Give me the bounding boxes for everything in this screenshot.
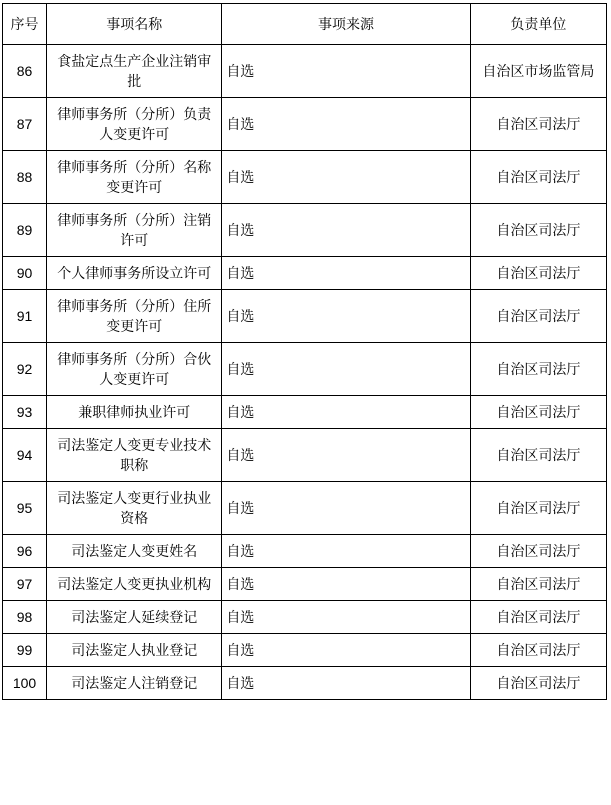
cell-name: 个人律师事务所设立许可 <box>47 257 222 290</box>
cell-no: 91 <box>3 290 47 343</box>
cell-no: 99 <box>3 634 47 667</box>
cell-unit: 自治区司法厅 <box>470 343 606 396</box>
cell-no: 100 <box>3 667 47 700</box>
cell-source: 自选 <box>222 257 470 290</box>
cell-source: 自选 <box>222 343 470 396</box>
cell-source: 自选 <box>222 290 470 343</box>
cell-source: 自选 <box>222 482 470 535</box>
cell-unit: 自治区司法厅 <box>470 396 606 429</box>
cell-unit: 自治区司法厅 <box>470 429 606 482</box>
matters-table <box>2 3 607 700</box>
cell-unit: 自治区司法厅 <box>470 667 606 700</box>
table-row <box>3 45 607 98</box>
cell-name: 司法鉴定人变更行业执业资格 <box>47 482 222 535</box>
table-header <box>3 4 607 45</box>
cell-no: 98 <box>3 601 47 634</box>
cell-name: 兼职律师执业许可 <box>47 396 222 429</box>
table-row <box>3 429 607 482</box>
cell-source: 自选 <box>222 429 470 482</box>
table-row <box>3 343 607 396</box>
column-header-source: 事项来源 <box>222 4 470 45</box>
cell-source: 自选 <box>222 601 470 634</box>
cell-source: 自选 <box>222 204 470 257</box>
cell-name: 司法鉴定人变更专业技术职称 <box>47 429 222 482</box>
cell-source: 自选 <box>222 568 470 601</box>
cell-no: 93 <box>3 396 47 429</box>
column-header-no: 序号 <box>3 4 47 45</box>
cell-no: 86 <box>3 45 47 98</box>
cell-source: 自选 <box>222 667 470 700</box>
table-row <box>3 204 607 257</box>
column-header-unit: 负责单位 <box>470 4 606 45</box>
table-row <box>3 482 607 535</box>
cell-name: 律师事务所（分所）名称变更许可 <box>47 151 222 204</box>
cell-unit: 自治区司法厅 <box>470 634 606 667</box>
table-row <box>3 290 607 343</box>
cell-no: 95 <box>3 482 47 535</box>
cell-no: 92 <box>3 343 47 396</box>
cell-name: 司法鉴定人变更执业机构 <box>47 568 222 601</box>
cell-unit: 自治区司法厅 <box>470 290 606 343</box>
cell-name: 司法鉴定人变更姓名 <box>47 535 222 568</box>
cell-name: 律师事务所（分所）负责人变更许可 <box>47 98 222 151</box>
cell-no: 87 <box>3 98 47 151</box>
cell-unit: 自治区司法厅 <box>470 482 606 535</box>
cell-unit: 自治区司法厅 <box>470 204 606 257</box>
table-row <box>3 568 607 601</box>
cell-source: 自选 <box>222 98 470 151</box>
cell-source: 自选 <box>222 151 470 204</box>
cell-name: 司法鉴定人延续登记 <box>47 601 222 634</box>
cell-source: 自选 <box>222 396 470 429</box>
table-row <box>3 257 607 290</box>
table-body <box>3 45 607 700</box>
cell-unit: 自治区司法厅 <box>470 98 606 151</box>
cell-no: 97 <box>3 568 47 601</box>
cell-source: 自选 <box>222 634 470 667</box>
cell-unit: 自治区司法厅 <box>470 257 606 290</box>
cell-source: 自选 <box>222 535 470 568</box>
table-header-row <box>3 4 607 45</box>
cell-unit: 自治区司法厅 <box>470 568 606 601</box>
cell-name: 司法鉴定人注销登记 <box>47 667 222 700</box>
cell-name: 律师事务所（分所）注销许可 <box>47 204 222 257</box>
cell-source: 自选 <box>222 45 470 98</box>
table-row <box>3 634 607 667</box>
column-header-name: 事项名称 <box>47 4 222 45</box>
table-row <box>3 667 607 700</box>
cell-no: 89 <box>3 204 47 257</box>
cell-name: 律师事务所（分所）合伙人变更许可 <box>47 343 222 396</box>
cell-unit: 自治区司法厅 <box>470 151 606 204</box>
table-row <box>3 151 607 204</box>
cell-no: 96 <box>3 535 47 568</box>
table-row <box>3 535 607 568</box>
cell-no: 90 <box>3 257 47 290</box>
cell-name: 律师事务所（分所）住所变更许可 <box>47 290 222 343</box>
table-row <box>3 396 607 429</box>
table-row <box>3 98 607 151</box>
cell-unit: 自治区市场监管局 <box>470 45 606 98</box>
cell-no: 88 <box>3 151 47 204</box>
table-row <box>3 601 607 634</box>
cell-no: 94 <box>3 429 47 482</box>
cell-name: 司法鉴定人执业登记 <box>47 634 222 667</box>
cell-unit: 自治区司法厅 <box>470 535 606 568</box>
cell-name: 食盐定点生产企业注销审批 <box>47 45 222 98</box>
cell-unit: 自治区司法厅 <box>470 601 606 634</box>
